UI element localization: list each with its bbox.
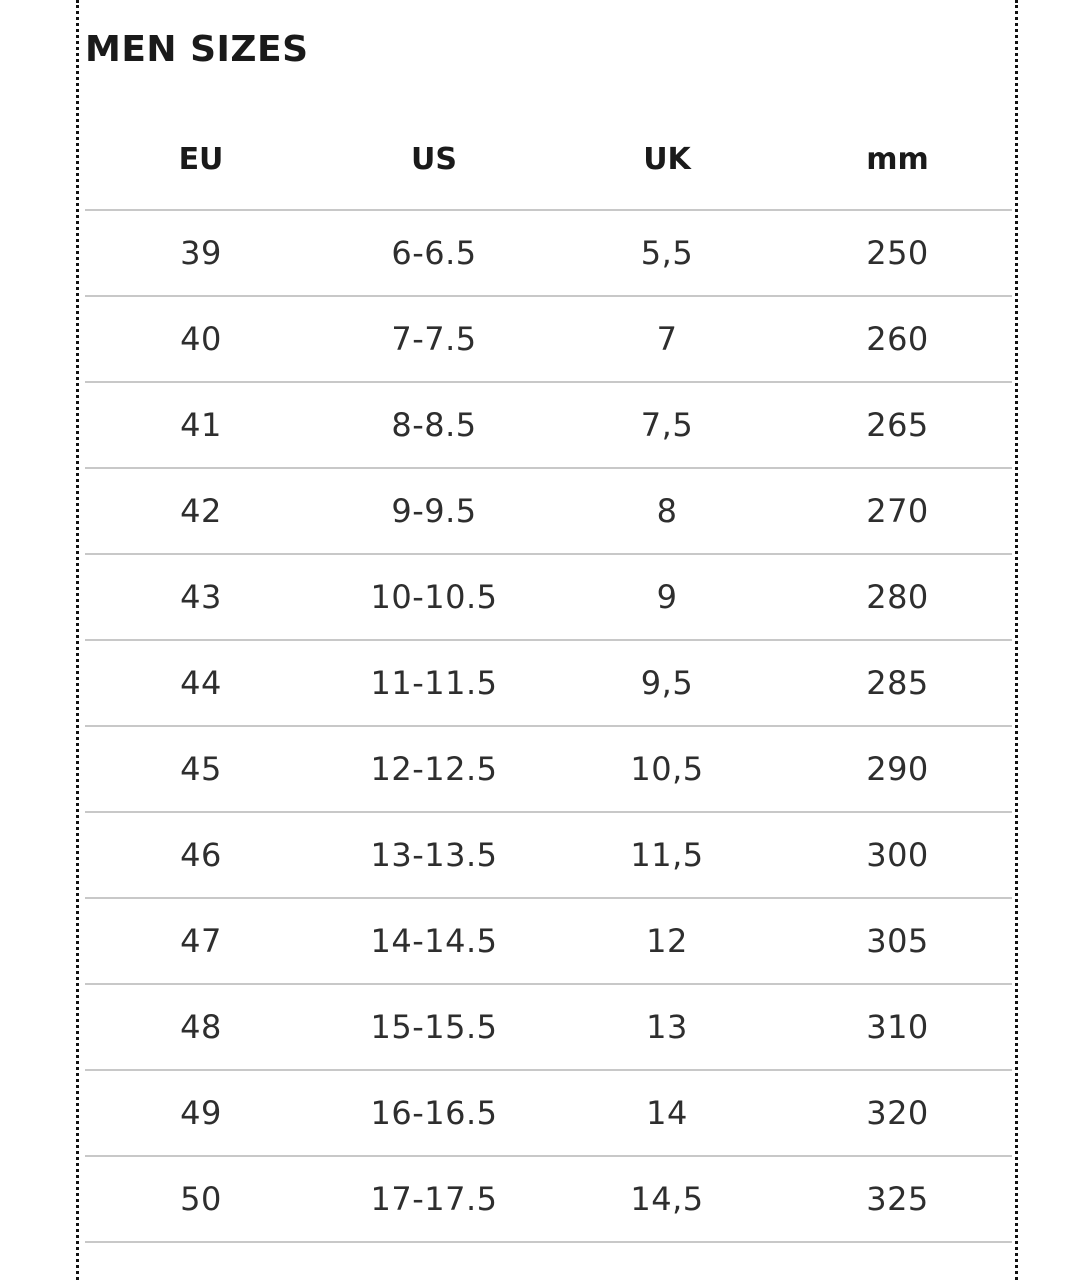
cell-uk: 13 — [551, 984, 783, 1070]
table-header-row — [85, 120, 1012, 210]
cell-mm: 305 — [783, 898, 1012, 984]
cell-uk: 8 — [551, 468, 783, 554]
cell-us: 7-7.5 — [317, 296, 551, 382]
column-header-uk — [551, 120, 783, 210]
cell-mm: 265 — [783, 382, 1012, 468]
column-header-label: US — [411, 142, 457, 177]
cell-mm: 325 — [783, 1156, 1012, 1242]
cell-uk: 11,5 — [551, 812, 783, 898]
cell-us: 11-11.5 — [317, 640, 551, 726]
table-row — [85, 382, 1012, 468]
cell-mm: 290 — [783, 726, 1012, 812]
table-row — [85, 984, 1012, 1070]
cell-eu: 48 — [85, 984, 317, 1070]
cell-eu: 40 — [85, 296, 317, 382]
cell-us: 9-9.5 — [317, 468, 551, 554]
cell-us: 8-8.5 — [317, 382, 551, 468]
column-header-label: mm — [866, 142, 929, 177]
cell-mm: 270 — [783, 468, 1012, 554]
cell-us: 12-12.5 — [317, 726, 551, 812]
size-chart-panel — [76, 0, 1018, 1280]
cell-eu: 43 — [85, 554, 317, 640]
column-header-label: EU — [178, 142, 224, 177]
cell-us: 17-17.5 — [317, 1156, 551, 1242]
cell-eu: 46 — [85, 812, 317, 898]
table-row — [85, 640, 1012, 726]
cell-eu: 44 — [85, 640, 317, 726]
cell-uk: 7 — [551, 296, 783, 382]
cell-uk: 9 — [551, 554, 783, 640]
table-row — [85, 726, 1012, 812]
cell-us: 15-15.5 — [317, 984, 551, 1070]
cell-uk: 9,5 — [551, 640, 783, 726]
cell-mm: 320 — [783, 1070, 1012, 1156]
cell-uk: 10,5 — [551, 726, 783, 812]
table-row — [85, 296, 1012, 382]
cell-mm: 250 — [783, 210, 1012, 296]
cell-mm: 310 — [783, 984, 1012, 1070]
table-row — [85, 1070, 1012, 1156]
cell-eu: 42 — [85, 468, 317, 554]
cell-uk: 12 — [551, 898, 783, 984]
cell-eu: 50 — [85, 1156, 317, 1242]
cell-mm: 280 — [783, 554, 1012, 640]
cell-us: 6-6.5 — [317, 210, 551, 296]
table-row — [85, 468, 1012, 554]
cell-uk: 5,5 — [551, 210, 783, 296]
cell-uk: 14 — [551, 1070, 783, 1156]
cell-eu: 49 — [85, 1070, 317, 1156]
table-body — [85, 210, 1012, 1242]
cell-eu: 45 — [85, 726, 317, 812]
cell-mm: 260 — [783, 296, 1012, 382]
table-row — [85, 554, 1012, 640]
cell-uk: 14,5 — [551, 1156, 783, 1242]
cell-eu: 47 — [85, 898, 317, 984]
cell-us: 14-14.5 — [317, 898, 551, 984]
cell-us: 10-10.5 — [317, 554, 551, 640]
cell-us: 16-16.5 — [317, 1070, 551, 1156]
column-header-us — [317, 120, 551, 210]
table-row — [85, 898, 1012, 984]
cell-mm: 285 — [783, 640, 1012, 726]
column-header-mm — [783, 120, 1012, 210]
size-table — [85, 120, 1012, 1243]
page-title: MEN SIZES — [85, 29, 309, 70]
cell-uk: 7,5 — [551, 382, 783, 468]
cell-eu: 39 — [85, 210, 317, 296]
table-row — [85, 812, 1012, 898]
table-row — [85, 210, 1012, 296]
cell-mm: 300 — [783, 812, 1012, 898]
cell-eu: 41 — [85, 382, 317, 468]
column-header-eu — [85, 120, 317, 210]
table-row — [85, 1156, 1012, 1242]
cell-us: 13-13.5 — [317, 812, 551, 898]
column-header-label: UK — [643, 142, 691, 177]
